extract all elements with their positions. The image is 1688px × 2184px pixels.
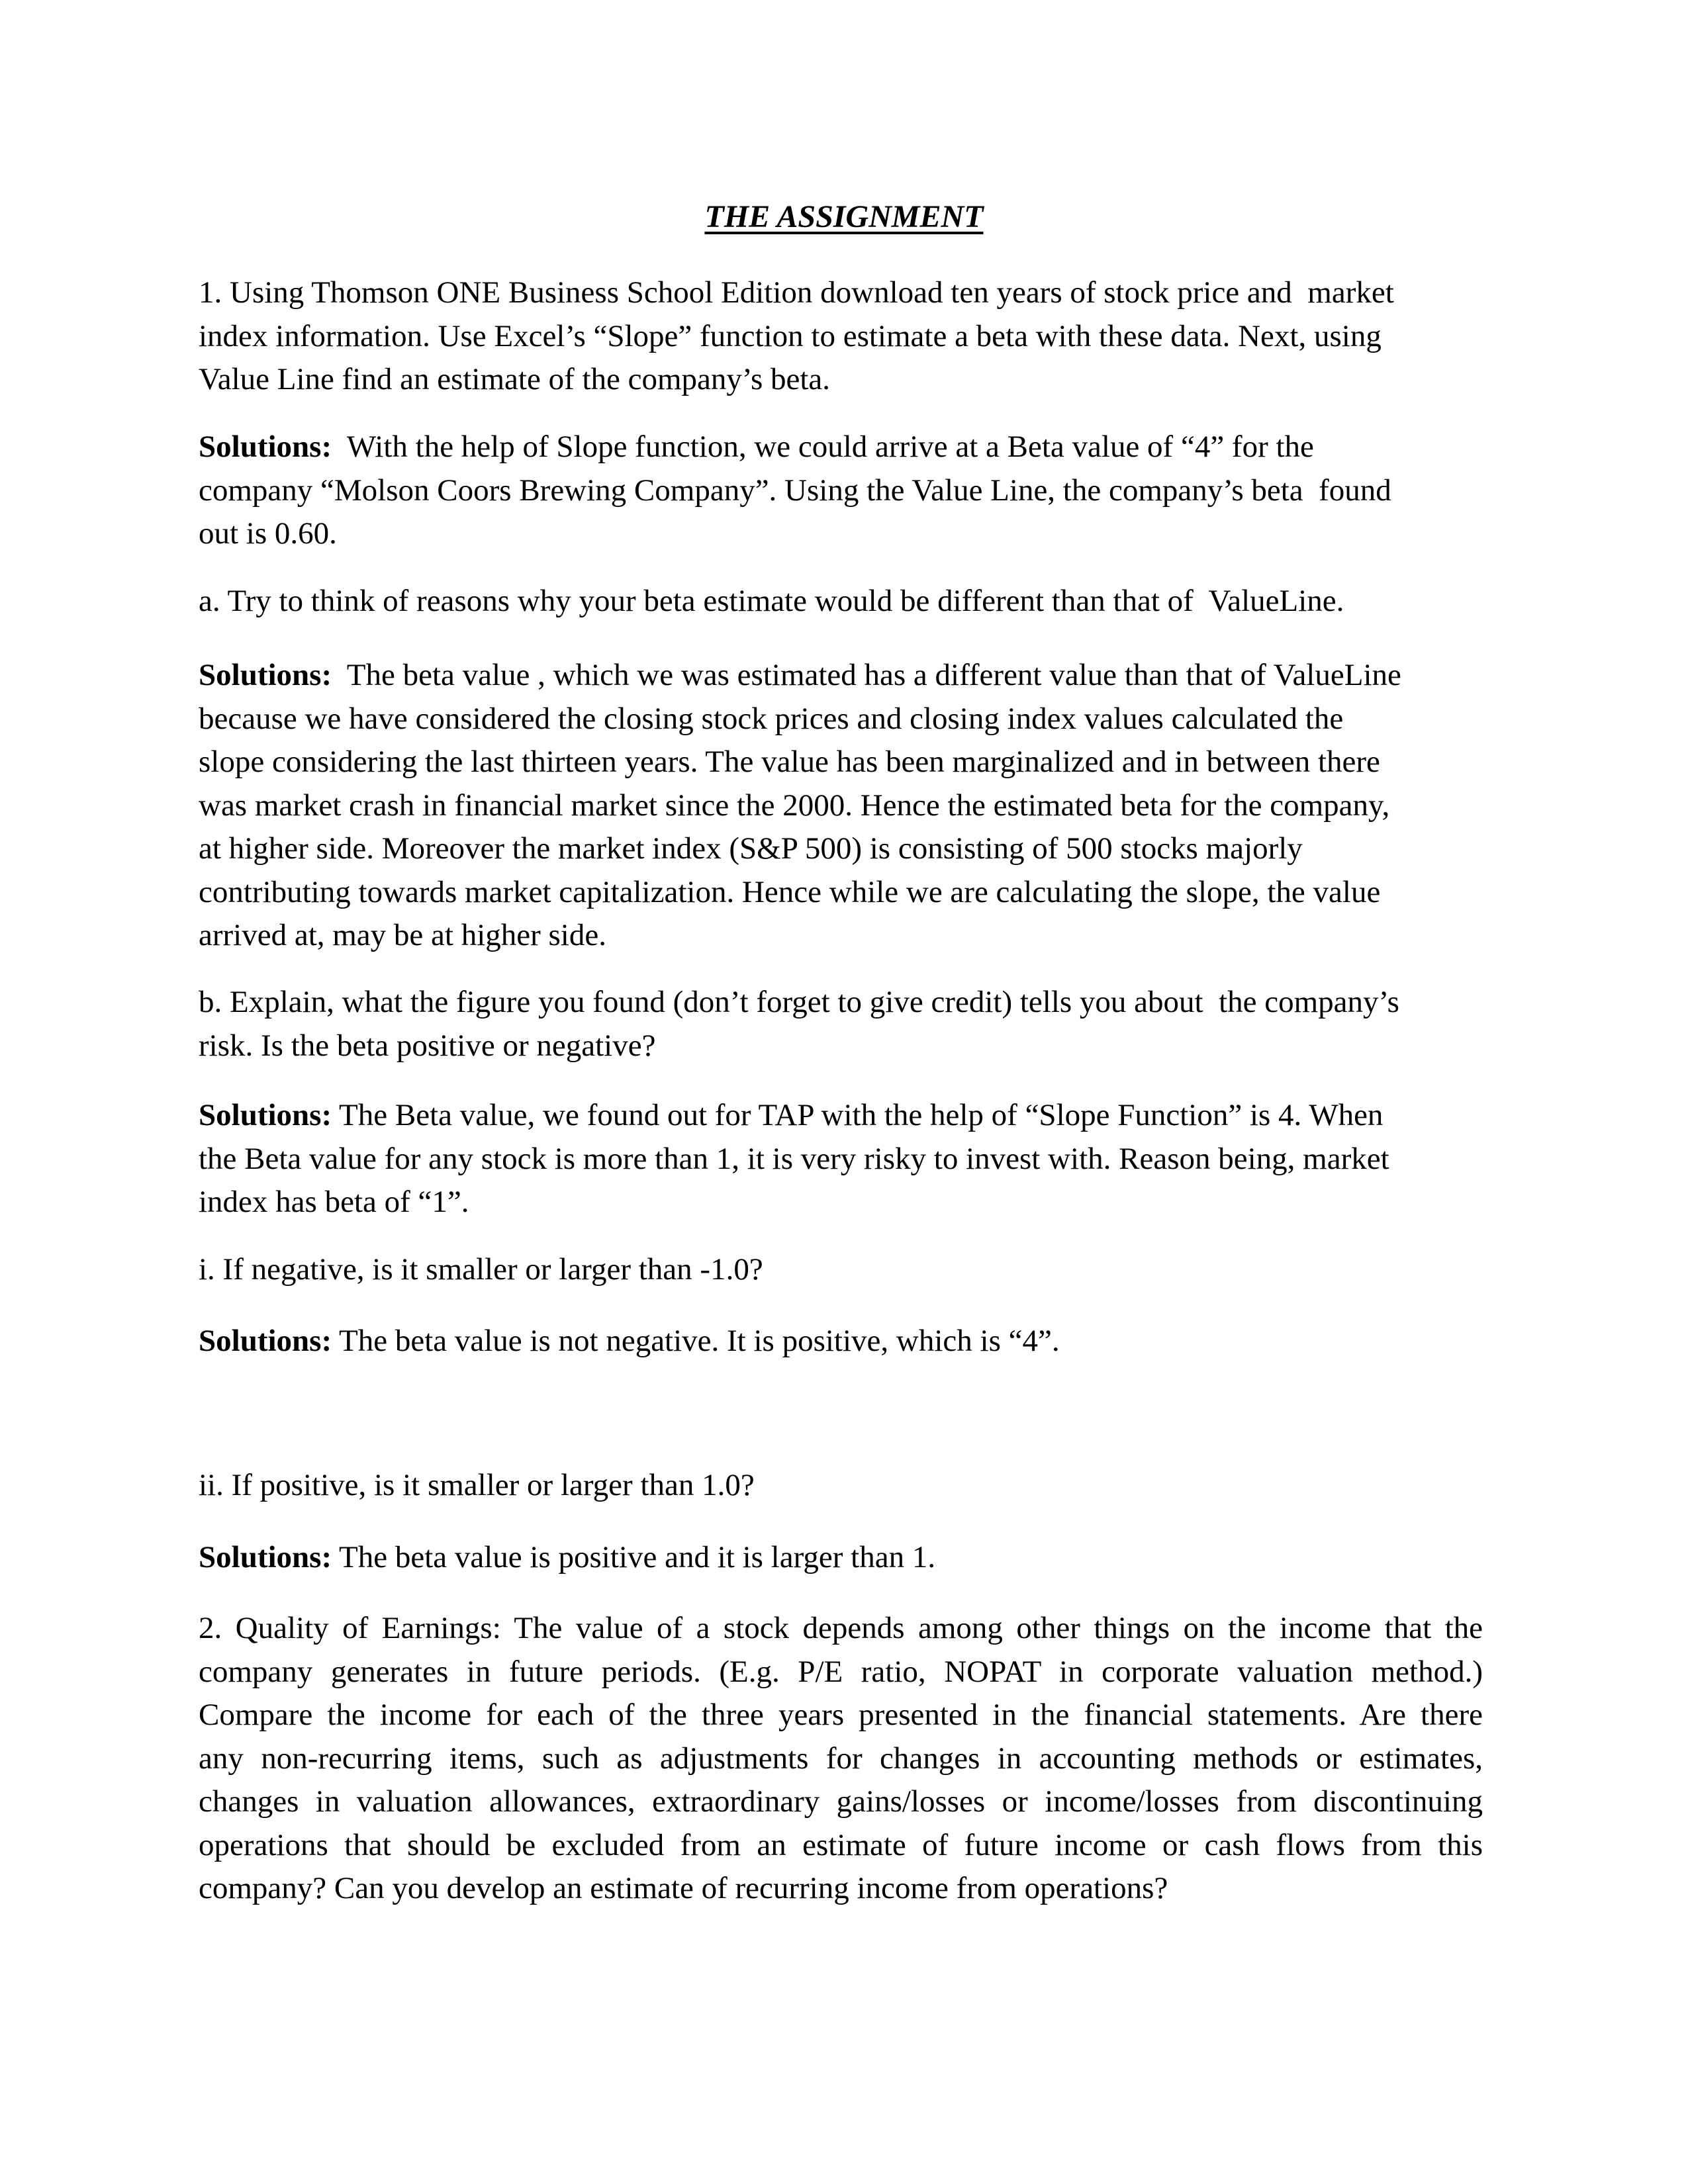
solution-a-line: arrived at, may be at higher side.: [199, 918, 606, 952]
question-i-line: i. If negative, is it smaller or larger than -1.0?: [199, 1252, 763, 1287]
solution-b-first-line: [199, 1094, 1483, 1138]
question-a-line: a. Try to think of reasons why your beta estimate would be different than that of ValueLine.: [199, 584, 1344, 618]
question-i: [199, 1248, 1483, 1292]
question-1-line: Value Line find an estimate of the company’s beta.: [199, 362, 831, 396]
solution-b: [199, 1094, 1483, 1224]
question-ii: [199, 1464, 1483, 1508]
solution-a-line: at higher side. Moreover the market index (S&P 500) is consisting of 500 stocks majorly: [199, 831, 1303, 866]
solution-b-text: The Beta value, we found out for TAP with the help of “Slope Function” is 4. When: [332, 1098, 1383, 1132]
question-ii-line: ii. If positive, is it smaller or larger than 1.0?: [199, 1468, 755, 1502]
solution-a-line: was market crash in financial market since the 2000. Hence the estimated beta for the company,: [199, 788, 1390, 823]
solution-i-first-line: [199, 1320, 1483, 1363]
question-b-line: risk. Is the beta positive or negative?: [199, 1028, 656, 1063]
question-2-line: company? Can you develop an estimate of recurring income from operations?: [199, 1871, 1168, 1905]
question-2-line: operations that should be excluded from an estimate of future income or cash flows from this: [199, 1827, 1483, 1862]
question-2-line: any non-recurring items, such as adjustments for changes in accounting methods or estimates,: [199, 1741, 1483, 1776]
solutions-label: Solutions:: [199, 430, 332, 464]
solution-1-text: With the help of Slope function, we could arrive at a Beta value of “4” for the: [332, 430, 1314, 464]
question-1-line: 1. Using Thomson ONE Business School Edition download ten years of stock price and market: [199, 275, 1394, 310]
solutions-label: Solutions:: [199, 658, 332, 692]
question-1: [199, 271, 1483, 402]
solutions-label: Solutions:: [199, 1324, 332, 1358]
solution-a-text: The beta value , which we was estimated has a different value than that of ValueLine: [332, 658, 1401, 692]
question-2-line: company generates in future periods. (E.g. P/E ratio, NOPAT in corporate valuation method.): [199, 1654, 1483, 1689]
solutions-label: Solutions:: [199, 1540, 332, 1574]
solution-a: [199, 654, 1483, 958]
question-b-line: b. Explain, what the figure you found (don’t forget to give credit) tells you about the company’s: [199, 985, 1399, 1019]
question-2-line: changes in valuation allowances, extraordinary gains/losses or income/losses from discontinuing: [199, 1784, 1483, 1819]
solution-ii-text: The beta value is positive and it is larger than 1.: [332, 1540, 936, 1574]
solution-i: [199, 1320, 1483, 1363]
solution-b-line: the Beta value for any stock is more than 1, it is very risky to invest with. Reason being, market: [199, 1141, 1389, 1176]
page-title: THE ASSIGNMENT: [704, 199, 984, 234]
solution-1-line: out is 0.60.: [199, 516, 337, 551]
question-1-line: index information. Use Excel’s “Slope” function to estimate a beta with these data. Next, using: [199, 318, 1382, 353]
solution-ii: [199, 1536, 1483, 1580]
solution-ii-first-line: [199, 1536, 1483, 1580]
solution-a-line: slope considering the last thirteen years. The value has been marginalized and in between there: [199, 745, 1380, 779]
solution-a-line: because we have considered the closing stock prices and closing index values calculated the: [199, 701, 1344, 736]
solutions-label: Solutions:: [199, 1098, 332, 1132]
solution-b-line: index has beta of “1”.: [199, 1185, 469, 1219]
question-a: [199, 580, 1483, 623]
question-b: [199, 981, 1483, 1068]
solution-1-line: company “Molson Coors Brewing Company”. Using the Value Line, the company’s beta found: [199, 473, 1391, 508]
question-2: [199, 1607, 1483, 1911]
solution-i-text: The beta value is not negative. It is positive, which is “4”.: [332, 1324, 1060, 1358]
question-2-line: 2. Quality of Earnings: The value of a stock depends among other things on the income that the: [199, 1611, 1483, 1645]
solution-1-first-line: [199, 426, 1483, 469]
solution-a-first-line: [199, 654, 1483, 698]
solution-a-line: contributing towards market capitalization. Hence while we are calculating the slope, the value: [199, 874, 1381, 909]
solution-1: [199, 426, 1483, 556]
question-2-line: Compare the income for each of the three years presented in the financial statements. Are there: [199, 1698, 1483, 1732]
